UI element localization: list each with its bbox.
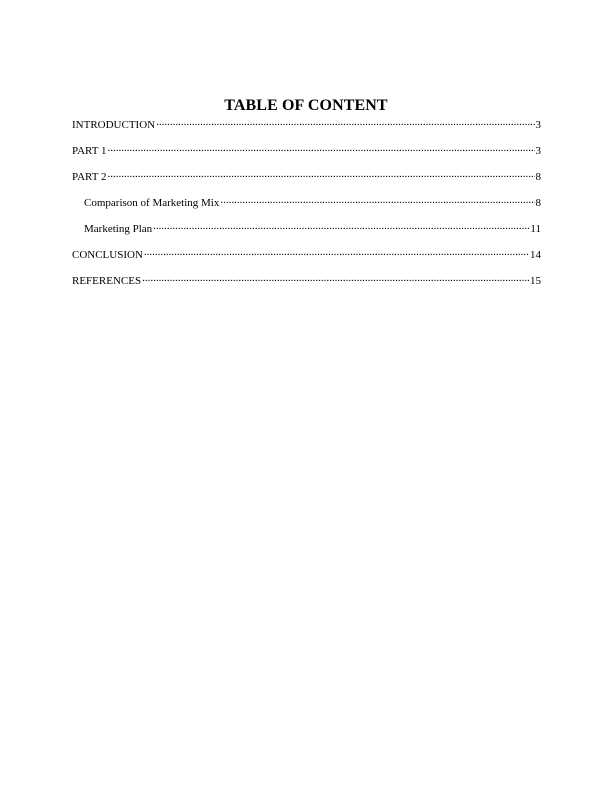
toc-entry-references[interactable] bbox=[72, 273, 541, 299]
toc-entry-page-number: 14 bbox=[530, 249, 541, 261]
dot-leader bbox=[108, 169, 535, 180]
toc-entry-introduction[interactable] bbox=[72, 117, 541, 143]
toc-entry-page-number: 3 bbox=[535, 119, 541, 131]
toc-entry-part-1[interactable] bbox=[72, 143, 541, 169]
toc-list bbox=[72, 117, 541, 299]
dot-leader bbox=[156, 117, 534, 128]
toc-entry-page-number: 8 bbox=[535, 197, 541, 209]
dot-leader bbox=[220, 195, 534, 206]
toc-entry-label: Comparison of Marketing Mix bbox=[84, 197, 220, 209]
toc-entry-label: PART 1 bbox=[72, 145, 107, 157]
dot-leader bbox=[144, 247, 529, 258]
toc-entry-label: REFERENCES bbox=[72, 275, 142, 287]
toc-entry-label: PART 2 bbox=[72, 171, 107, 183]
dot-leader bbox=[153, 221, 529, 232]
toc-entry-conclusion[interactable] bbox=[72, 247, 541, 273]
toc-entry-comparison-of-marketing-mix[interactable] bbox=[72, 195, 541, 221]
toc-entry-page-number: 3 bbox=[535, 145, 541, 157]
toc-title: TABLE OF CONTENT bbox=[224, 97, 388, 114]
toc-entry-marketing-plan[interactable] bbox=[72, 221, 541, 247]
dot-leader bbox=[142, 273, 529, 284]
toc-entry-page-number: 11 bbox=[530, 223, 541, 235]
toc-entry-label: CONCLUSION bbox=[72, 249, 143, 261]
toc-entry-page-number: 15 bbox=[530, 275, 541, 287]
dot-leader bbox=[108, 143, 535, 154]
toc-entry-page-number: 8 bbox=[535, 171, 541, 183]
toc-entry-label: INTRODUCTION bbox=[72, 119, 156, 131]
toc-entry-label: Marketing Plan bbox=[84, 223, 153, 235]
toc-entry-part-2[interactable] bbox=[72, 169, 541, 195]
